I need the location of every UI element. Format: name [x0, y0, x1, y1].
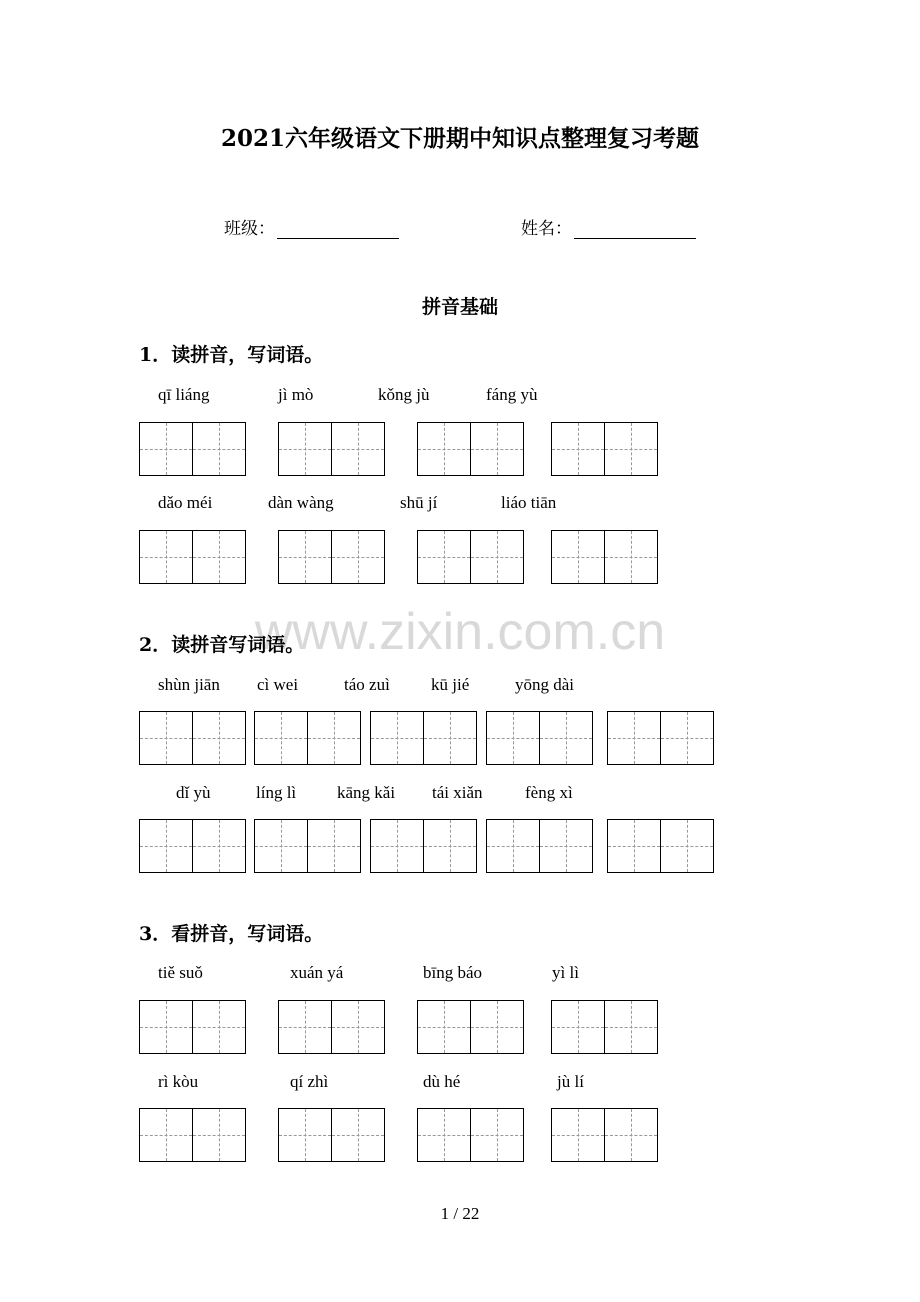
- pinyin-label: tái xiǎn: [432, 783, 483, 802]
- writing-grid-box[interactable]: [486, 819, 593, 873]
- pinyin-label: dǐ yù: [176, 783, 211, 802]
- writing-grid-box[interactable]: [139, 1108, 246, 1162]
- writing-grid-box[interactable]: [139, 711, 246, 765]
- writing-grid-box[interactable]: [254, 819, 361, 873]
- tianzige-cell[interactable]: [552, 531, 605, 583]
- pinyin-label: dàn wàng: [268, 493, 334, 512]
- tianzige-cell[interactable]: [605, 1001, 658, 1053]
- tianzige-cell[interactable]: [424, 820, 477, 872]
- tianzige-cell[interactable]: [661, 820, 714, 872]
- writing-grid-box[interactable]: [417, 422, 524, 476]
- tianzige-cell[interactable]: [487, 820, 540, 872]
- pinyin-label: yì lì: [552, 963, 579, 982]
- tianzige-cell[interactable]: [332, 531, 385, 583]
- pinyin-label: cì wei: [257, 675, 299, 694]
- pinyin-label: kǒng jù: [378, 385, 430, 404]
- pinyin-label: shū jí: [400, 493, 438, 512]
- class-blank[interactable]: [277, 220, 399, 239]
- pinyin-label: tiě suǒ: [158, 963, 203, 982]
- writing-grid-box[interactable]: [607, 711, 714, 765]
- tianzige-cell[interactable]: [471, 423, 524, 475]
- writing-grid-box[interactable]: [551, 422, 658, 476]
- name-blank[interactable]: [574, 220, 696, 239]
- tianzige-cell[interactable]: [605, 531, 658, 583]
- tianzige-cell[interactable]: [140, 820, 193, 872]
- tianzige-cell[interactable]: [140, 531, 193, 583]
- writing-grid-box[interactable]: [278, 422, 385, 476]
- tianzige-cell[interactable]: [418, 1001, 471, 1053]
- pinyin-label: kū jié: [431, 675, 470, 694]
- tianzige-cell[interactable]: [193, 1001, 246, 1053]
- tianzige-cell[interactable]: [140, 423, 193, 475]
- question-1-heading: 1．读拼音，写词语。: [139, 344, 324, 366]
- pinyin-label: dǎo méi: [158, 493, 213, 512]
- tianzige-cell[interactable]: [193, 1109, 246, 1161]
- tianzige-cell[interactable]: [608, 712, 661, 764]
- tianzige-cell[interactable]: [552, 1001, 605, 1053]
- tianzige-cell[interactable]: [308, 820, 361, 872]
- tianzige-cell[interactable]: [279, 1109, 332, 1161]
- pinyin-label: rì kòu: [158, 1072, 199, 1091]
- tianzige-cell[interactable]: [418, 423, 471, 475]
- class-field: [224, 214, 399, 239]
- page-number: 1 / 22: [440, 1204, 480, 1223]
- tianzige-cell[interactable]: [418, 1109, 471, 1161]
- tianzige-cell[interactable]: [552, 423, 605, 475]
- tianzige-cell[interactable]: [140, 712, 193, 764]
- pinyin-label: fèng xì: [525, 783, 573, 802]
- pinyin-label: fáng yù: [486, 385, 538, 404]
- tianzige-cell[interactable]: [140, 1001, 193, 1053]
- tianzige-cell[interactable]: [193, 820, 246, 872]
- tianzige-cell[interactable]: [193, 531, 246, 583]
- pinyin-label: jù lí: [557, 1072, 584, 1091]
- writing-grid-box[interactable]: [417, 1000, 524, 1054]
- tianzige-cell[interactable]: [540, 820, 593, 872]
- writing-grid-box[interactable]: [607, 819, 714, 873]
- tianzige-cell[interactable]: [605, 1109, 658, 1161]
- tianzige-cell[interactable]: [418, 531, 471, 583]
- tianzige-cell[interactable]: [540, 712, 593, 764]
- pinyin-label: qí zhì: [290, 1072, 329, 1091]
- tianzige-cell[interactable]: [193, 423, 246, 475]
- pinyin-label: yōng dài: [515, 675, 575, 694]
- pinyin-label: shùn jiān: [158, 675, 220, 694]
- pinyin-label: jì mò: [278, 385, 314, 404]
- writing-grid-box[interactable]: [139, 1000, 246, 1054]
- pinyin-label: kāng kǎi: [337, 783, 396, 802]
- tianzige-cell[interactable]: [140, 1109, 193, 1161]
- tianzige-cell[interactable]: [661, 712, 714, 764]
- tianzige-cell[interactable]: [255, 820, 308, 872]
- tianzige-cell[interactable]: [332, 423, 385, 475]
- tianzige-cell[interactable]: [371, 820, 424, 872]
- tianzige-cell[interactable]: [471, 1109, 524, 1161]
- tianzige-cell[interactable]: [471, 1001, 524, 1053]
- writing-grid-box[interactable]: [278, 1108, 385, 1162]
- writing-grid-box[interactable]: [278, 530, 385, 584]
- pinyin-label: qī liáng: [158, 385, 210, 404]
- tianzige-cell[interactable]: [279, 531, 332, 583]
- pinyin-label: bīng báo: [423, 963, 483, 982]
- tianzige-cell[interactable]: [424, 712, 477, 764]
- page-title: 2021六年级语文下册期中知识点整理复习考题: [220, 125, 699, 152]
- tianzige-cell[interactable]: [308, 712, 361, 764]
- writing-grid-box[interactable]: [417, 1108, 524, 1162]
- pinyin-label: líng lì: [256, 783, 297, 802]
- question-3-heading: 3．看拼音，写词语。: [139, 923, 324, 945]
- section-title: 拼音基础: [421, 296, 498, 318]
- pinyin-label: dù hé: [423, 1072, 461, 1091]
- tianzige-cell[interactable]: [487, 712, 540, 764]
- pinyin-label: liáo tiān: [501, 493, 557, 512]
- writing-grid-box[interactable]: [486, 711, 593, 765]
- pinyin-label: xuán yá: [290, 963, 344, 982]
- tianzige-cell[interactable]: [332, 1001, 385, 1053]
- writing-grid-box[interactable]: [278, 1000, 385, 1054]
- tianzige-cell[interactable]: [255, 712, 308, 764]
- tianzige-cell[interactable]: [471, 531, 524, 583]
- watermark: www.zixin.com.cn: [254, 603, 666, 661]
- writing-grid-box[interactable]: [370, 711, 477, 765]
- writing-grid-box[interactable]: [551, 1108, 658, 1162]
- writing-grid-box[interactable]: [139, 819, 246, 873]
- writing-grid-box[interactable]: [139, 530, 246, 584]
- tianzige-cell[interactable]: [608, 820, 661, 872]
- writing-grid-box[interactable]: [370, 819, 477, 873]
- tianzige-cell[interactable]: [279, 423, 332, 475]
- class-label: 班级：: [224, 219, 275, 239]
- writing-grid-box[interactable]: [254, 711, 361, 765]
- tianzige-cell[interactable]: [552, 1109, 605, 1161]
- tianzige-cell[interactable]: [332, 1109, 385, 1161]
- writing-grid-box[interactable]: [551, 1000, 658, 1054]
- tianzige-cell[interactable]: [605, 423, 658, 475]
- question-2-heading: 2．读拼音写词语。: [139, 634, 305, 656]
- tianzige-cell[interactable]: [279, 1001, 332, 1053]
- writing-grid-box[interactable]: [139, 422, 246, 476]
- tianzige-cell[interactable]: [193, 712, 246, 764]
- name-field: [521, 214, 696, 239]
- name-label: 姓名：: [521, 219, 572, 239]
- pinyin-label: táo zuì: [344, 675, 390, 694]
- writing-grid-box[interactable]: [551, 530, 658, 584]
- writing-grid-box[interactable]: [417, 530, 524, 584]
- tianzige-cell[interactable]: [371, 712, 424, 764]
